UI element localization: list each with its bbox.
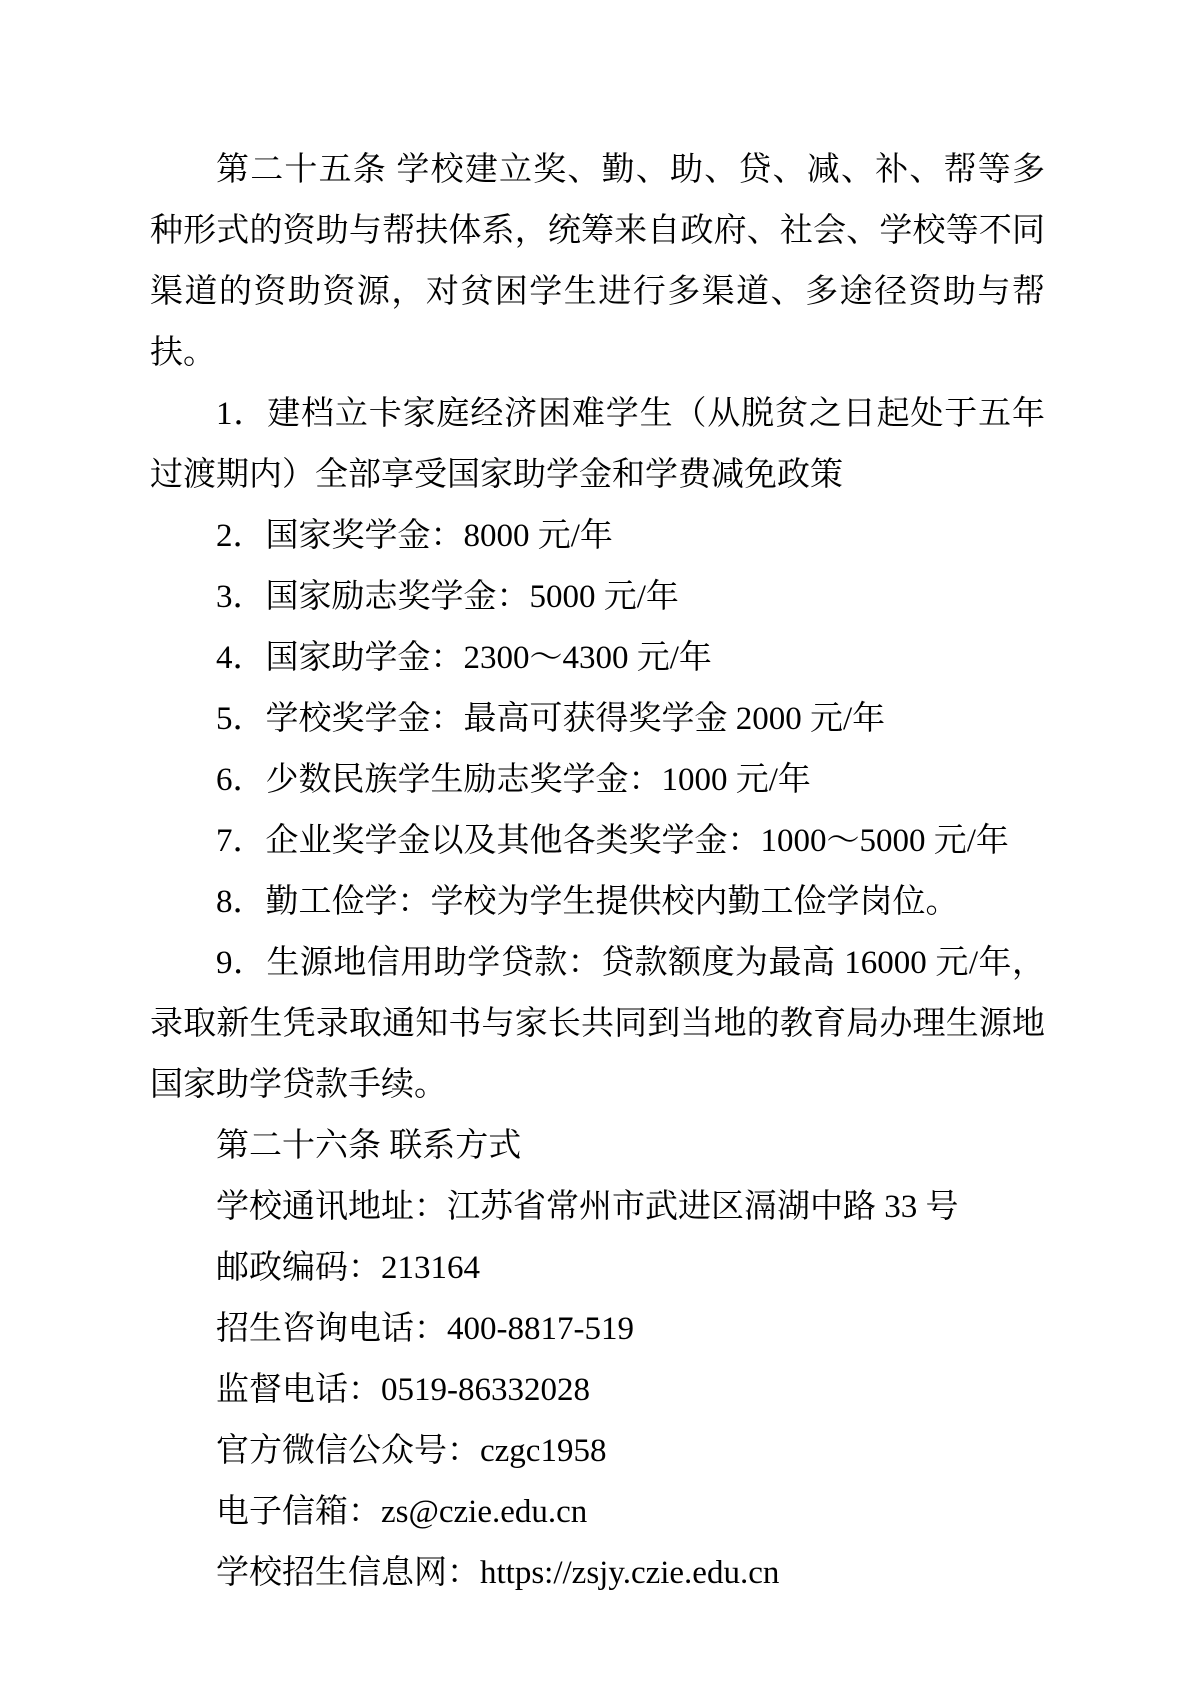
para-aid-item-1: 1．建档立卡家庭经济困难学生（从脱贫之日起处于五年过渡期内）全部享受国家助学金和学费减免政策 xyxy=(150,396,1045,493)
para-aid-item-4: 4．国家助学金：2300～4300 元/年 xyxy=(216,640,712,676)
para-contact-address: 学校通讯地址：江苏省常州市武进区滆湖中路 33 号 xyxy=(216,1189,959,1225)
para-email: 电子信箱：zs@czie.edu.cn xyxy=(216,1494,588,1530)
para-article-26: 第二十六条 联系方式 xyxy=(216,1128,522,1164)
para-admission-website: 学校招生信息网：https://zsjy.czie.edu.cn xyxy=(216,1555,780,1591)
para-postal-code: 邮政编码：213164 xyxy=(216,1250,480,1286)
para-aid-item-7: 7．企业奖学金以及其他各类奖学金：1000～5000 元/年 xyxy=(216,823,1009,859)
para-admission-phone: 招生咨询电话：400-8817-519 xyxy=(216,1311,634,1347)
para-aid-item-2: 2．国家奖学金：8000 元/年 xyxy=(216,518,613,554)
para-aid-item-9: 9．生源地信用助学贷款：贷款额度为最高 16000 元/年，录取新生凭录取通知书与家长共同到当地的教育局办理生源地国家助学贷款手续。 xyxy=(150,945,1045,1103)
para-aid-item-3: 3．国家励志奖学金：5000 元/年 xyxy=(216,579,679,615)
para-article-25: 第二十五条 学校建立奖、勤、助、贷、减、补、帮等多种形式的资助与帮扶体系，统筹来自政府、社会、学校等不同渠道的资助资源，对贫困学生进行多渠道、多途径资助与帮扶。 xyxy=(150,152,1045,371)
para-aid-item-5: 5．学校奖学金：最高可获得奖学金 2000 元/年 xyxy=(216,701,886,737)
para-wechat-account: 官方微信公众号：czgc1958 xyxy=(216,1433,607,1469)
para-aid-item-8: 8．勤工俭学：学校为学生提供校内勤工俭学岗位。 xyxy=(216,884,959,920)
para-supervision-phone: 监督电话：0519-86332028 xyxy=(216,1372,590,1408)
para-aid-item-6: 6．少数民族学生励志奖学金：1000 元/年 xyxy=(216,762,811,798)
